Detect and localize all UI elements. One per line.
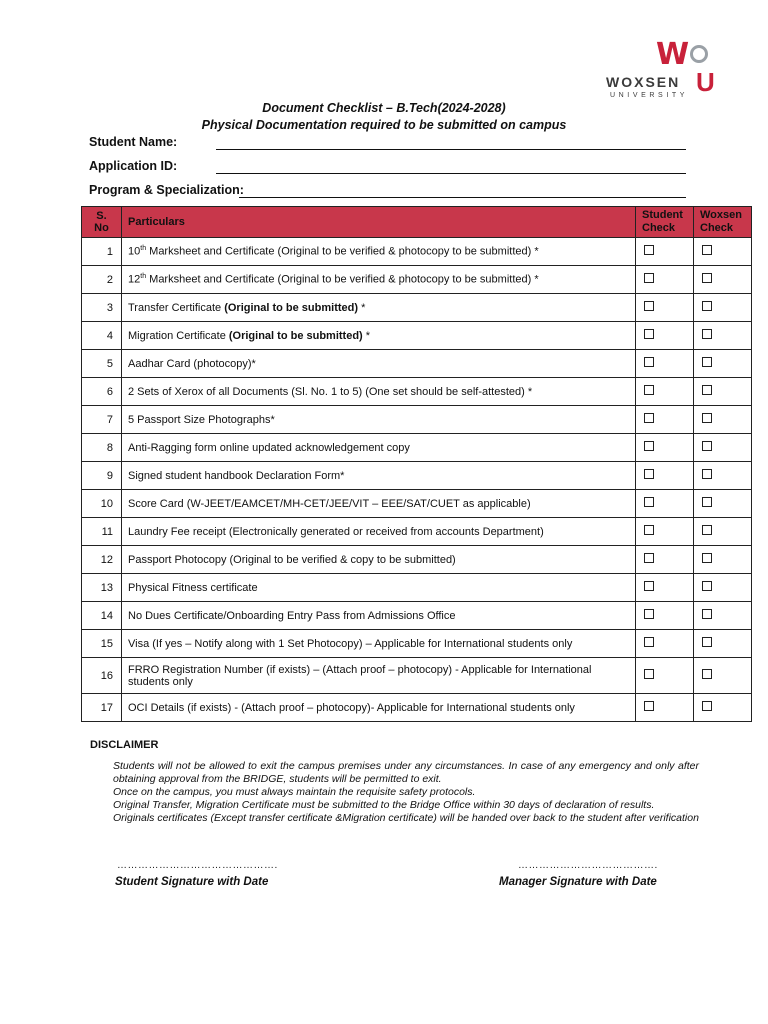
student-check-cell bbox=[636, 658, 694, 694]
table-row bbox=[82, 238, 752, 266]
student-check-cell bbox=[636, 602, 694, 630]
student-checkbox[interactable] bbox=[644, 497, 654, 507]
row-particular bbox=[122, 238, 636, 266]
logo-university: UNIVERSITY bbox=[610, 92, 689, 99]
disclaimer-text bbox=[113, 760, 699, 825]
table-row bbox=[82, 658, 752, 694]
woxsen-check-cell bbox=[694, 658, 752, 694]
student-name-label: Student Name: bbox=[89, 135, 178, 149]
particular-post: * bbox=[362, 329, 371, 342]
checklist-table bbox=[81, 206, 752, 722]
student-check-cell bbox=[636, 294, 694, 322]
woxsen-checkbox[interactable] bbox=[702, 497, 712, 507]
student-checkbox[interactable] bbox=[644, 357, 654, 367]
woxsen-check-cell bbox=[694, 406, 752, 434]
row-number: 7 bbox=[82, 406, 122, 434]
row-particular bbox=[122, 434, 636, 462]
particular-sup: th bbox=[140, 273, 147, 281]
student-checkbox[interactable] bbox=[644, 301, 654, 311]
particular-pre: 12 bbox=[128, 273, 141, 286]
table-row bbox=[82, 574, 752, 602]
row-number: 1 bbox=[82, 238, 122, 266]
row-particular bbox=[122, 518, 636, 546]
woxsen-checkbox[interactable] bbox=[702, 385, 712, 395]
row-particular bbox=[122, 658, 636, 694]
row-number: 8 bbox=[82, 434, 122, 462]
student-checkbox[interactable] bbox=[644, 525, 654, 535]
row-particular bbox=[122, 266, 636, 294]
row-particular bbox=[122, 574, 636, 602]
table-row bbox=[82, 546, 752, 574]
student-checkbox[interactable] bbox=[644, 413, 654, 423]
particular-text: Score Card (W-JEET/EAMCET/MH-CET/JEE/VIT – EEE/SAT/CUET as applicable) bbox=[128, 497, 531, 510]
student-check-cell bbox=[636, 322, 694, 350]
row-particular bbox=[122, 350, 636, 378]
table-row bbox=[82, 602, 752, 630]
particular-text: Passport Photocopy (Original to be verified & copy to be submitted) bbox=[128, 553, 456, 566]
student-checkbox[interactable] bbox=[644, 273, 654, 283]
student-checkbox[interactable] bbox=[644, 669, 654, 679]
particular-text: OCI Details (if exists) - (Attach proof – photocopy)- Applicable for International students only bbox=[128, 701, 575, 714]
woxsen-logo bbox=[604, 37, 724, 102]
header-particulars: Particulars bbox=[122, 207, 636, 238]
student-checkbox[interactable] bbox=[644, 701, 654, 711]
woxsen-checkbox[interactable] bbox=[702, 637, 712, 647]
row-particular bbox=[122, 406, 636, 434]
row-number: 17 bbox=[82, 694, 122, 722]
table-row bbox=[82, 518, 752, 546]
table-row bbox=[82, 378, 752, 406]
student-signature-label: Student Signature with Date bbox=[115, 876, 269, 888]
particular-text: Aadhar Card (photocopy)* bbox=[128, 357, 256, 370]
woxsen-checkbox[interactable] bbox=[702, 301, 712, 311]
row-number: 13 bbox=[82, 574, 122, 602]
woxsen-check-cell bbox=[694, 574, 752, 602]
particular-bold: (Original to be submitted) bbox=[228, 329, 363, 342]
particular-post: * bbox=[358, 301, 366, 314]
row-number: 16 bbox=[82, 658, 122, 694]
student-name-line[interactable] bbox=[216, 149, 686, 150]
student-check-cell bbox=[636, 574, 694, 602]
application-id-field[interactable] bbox=[89, 159, 177, 173]
row-particular bbox=[122, 378, 636, 406]
table-header-row bbox=[82, 207, 752, 238]
program-field[interactable] bbox=[89, 183, 244, 197]
student-check-cell bbox=[636, 350, 694, 378]
logo-ring-icon bbox=[690, 45, 708, 63]
woxsen-check-cell bbox=[694, 350, 752, 378]
row-number: 3 bbox=[82, 294, 122, 322]
student-signature-line[interactable]: ………………………………………. bbox=[117, 860, 278, 871]
woxsen-checkbox[interactable] bbox=[702, 245, 712, 255]
table-row bbox=[82, 294, 752, 322]
particular-text: Visa (If yes – Notify along with 1 Set Photocopy) – Applicable for International students only bbox=[128, 637, 573, 650]
logo-mark: W bbox=[656, 40, 708, 70]
student-check-cell bbox=[636, 266, 694, 294]
woxsen-checkbox[interactable] bbox=[702, 701, 712, 711]
row-number: 2 bbox=[82, 266, 122, 294]
row-particular bbox=[122, 694, 636, 722]
woxsen-check-cell bbox=[694, 434, 752, 462]
student-check-cell bbox=[636, 694, 694, 722]
row-number: 15 bbox=[82, 630, 122, 658]
particular-text: 5 Passport Size Photographs* bbox=[128, 413, 275, 426]
header-woxsen-check: Woxsen Check bbox=[694, 207, 752, 238]
student-check-cell bbox=[636, 518, 694, 546]
table-row bbox=[82, 350, 752, 378]
row-particular bbox=[122, 322, 636, 350]
row-particular bbox=[122, 602, 636, 630]
student-check-cell bbox=[636, 490, 694, 518]
student-check-cell bbox=[636, 378, 694, 406]
disclaimer-line: Original Transfer, Migration Certificate must be submitted to the Bridge Office within 30 days of declaration of results. bbox=[113, 799, 655, 811]
row-number: 10 bbox=[82, 490, 122, 518]
row-number: 5 bbox=[82, 350, 122, 378]
particular-text: Anti-Ragging form online updated acknowledgement copy bbox=[128, 441, 410, 454]
table-row bbox=[82, 490, 752, 518]
student-checkbox[interactable] bbox=[644, 553, 654, 563]
particular-text: Physical Fitness certificate bbox=[128, 581, 258, 594]
student-check-cell bbox=[636, 630, 694, 658]
woxsen-checkbox[interactable] bbox=[702, 609, 712, 619]
woxsen-checkbox[interactable] bbox=[702, 329, 712, 339]
table-row bbox=[82, 266, 752, 294]
particular-text: Marksheet and Certificate (Original to be verified & photocopy to be submitted) * bbox=[146, 273, 539, 286]
woxsen-check-cell bbox=[694, 462, 752, 490]
woxsen-checkbox[interactable] bbox=[702, 581, 712, 591]
row-particular bbox=[122, 462, 636, 490]
student-checkbox[interactable] bbox=[644, 609, 654, 619]
student-check-cell bbox=[636, 238, 694, 266]
student-checkbox[interactable] bbox=[644, 329, 654, 339]
particular-text: Transfer Certificate bbox=[128, 301, 225, 314]
student-name-field[interactable] bbox=[89, 135, 177, 149]
disclaimer-line: Originals certificates (Except transfer certificate &Migration certificate) will be handed over back to the student after verification bbox=[113, 812, 699, 824]
student-checkbox[interactable] bbox=[644, 469, 654, 479]
woxsen-check-cell bbox=[694, 602, 752, 630]
program-line[interactable] bbox=[239, 197, 686, 198]
row-particular bbox=[122, 490, 636, 518]
row-number: 6 bbox=[82, 378, 122, 406]
application-id-label: Application ID: bbox=[89, 159, 178, 173]
disclaimer-heading: DISCLAIMER bbox=[90, 739, 159, 751]
woxsen-check-cell bbox=[694, 518, 752, 546]
header-student-check: Student Check bbox=[636, 207, 694, 238]
table-row bbox=[82, 406, 752, 434]
table-row bbox=[82, 694, 752, 722]
manager-signature-line[interactable]: …………………………………. bbox=[518, 860, 658, 871]
logo-u: U bbox=[696, 67, 715, 97]
manager-signature-label: Manager Signature with Date bbox=[499, 876, 657, 888]
particular-pre: 10 bbox=[128, 245, 141, 258]
program-label: Program & Specialization: bbox=[89, 183, 244, 197]
disclaimer-line: Students will not be allowed to exit the campus premises under any circumstances. In case of any emergency and only after obtaining approval from the BRIDGE, students will be permitted to exit. bbox=[113, 760, 699, 785]
row-number: 12 bbox=[82, 546, 122, 574]
particular-text: No Dues Certificate/Onboarding Entry Pass from Admissions Office bbox=[128, 609, 456, 622]
woxsen-checkbox[interactable] bbox=[702, 553, 712, 563]
document-subtitle: Physical Documentation required to be submitted on campus bbox=[201, 118, 567, 132]
student-check-cell bbox=[636, 546, 694, 574]
woxsen-check-cell bbox=[694, 294, 752, 322]
woxsen-check-cell bbox=[694, 322, 752, 350]
row-particular bbox=[122, 630, 636, 658]
woxsen-checkbox[interactable] bbox=[702, 273, 712, 283]
woxsen-checkbox[interactable] bbox=[702, 413, 712, 423]
table-row bbox=[82, 434, 752, 462]
particular-text: FRRO Registration Number (if exists) – (Attach proof – photocopy) - Applicable for International students only bbox=[128, 663, 592, 688]
woxsen-checkbox[interactable] bbox=[702, 357, 712, 367]
particular-text: Laundry Fee receipt (Electronically generated or received from accounts Department) bbox=[128, 525, 544, 538]
woxsen-checkbox[interactable] bbox=[702, 469, 712, 479]
particular-text: Signed student handbook Declaration Form* bbox=[128, 469, 345, 482]
table-row bbox=[82, 322, 752, 350]
woxsen-check-cell bbox=[694, 266, 752, 294]
row-number: 14 bbox=[82, 602, 122, 630]
particular-text: Marksheet and Certificate (Original to be verified & photocopy to be submitted) * bbox=[146, 245, 539, 258]
application-id-line[interactable] bbox=[216, 173, 686, 174]
particular-text: Migration Certificate bbox=[128, 329, 229, 342]
woxsen-checkbox[interactable] bbox=[702, 669, 712, 679]
woxsen-check-cell bbox=[694, 694, 752, 722]
row-number: 11 bbox=[82, 518, 122, 546]
student-checkbox[interactable] bbox=[644, 637, 654, 647]
table-row bbox=[82, 462, 752, 490]
student-checkbox[interactable] bbox=[644, 441, 654, 451]
woxsen-check-cell bbox=[694, 490, 752, 518]
student-checkbox[interactable] bbox=[644, 385, 654, 395]
student-checkbox[interactable] bbox=[644, 245, 654, 255]
header-sno: S. No bbox=[82, 207, 122, 238]
table-row bbox=[82, 630, 752, 658]
woxsen-check-cell bbox=[694, 378, 752, 406]
woxsen-check-cell bbox=[694, 546, 752, 574]
woxsen-checkbox[interactable] bbox=[702, 441, 712, 451]
student-check-cell bbox=[636, 406, 694, 434]
woxsen-check-cell bbox=[694, 630, 752, 658]
particular-bold: (Original to be submitted) bbox=[224, 301, 359, 314]
student-check-cell bbox=[636, 434, 694, 462]
row-particular bbox=[122, 294, 636, 322]
woxsen-check-cell bbox=[694, 238, 752, 266]
woxsen-checkbox[interactable] bbox=[702, 525, 712, 535]
row-number: 9 bbox=[82, 462, 122, 490]
particular-sup: th bbox=[140, 245, 147, 253]
student-check-cell bbox=[636, 462, 694, 490]
row-particular bbox=[122, 546, 636, 574]
logo-brand: WOXSEN bbox=[606, 74, 681, 90]
student-checkbox[interactable] bbox=[644, 581, 654, 591]
particular-text: 2 Sets of Xerox of all Documents (Sl. No. 1 to 5) (One set should be self-attested) * bbox=[128, 385, 533, 398]
document-title: Document Checklist – B.Tech(2024-2028) bbox=[262, 101, 506, 115]
row-number: 4 bbox=[82, 322, 122, 350]
disclaimer-line: Once on the campus, you must always maintain the requisite safety protocols. bbox=[113, 786, 476, 798]
